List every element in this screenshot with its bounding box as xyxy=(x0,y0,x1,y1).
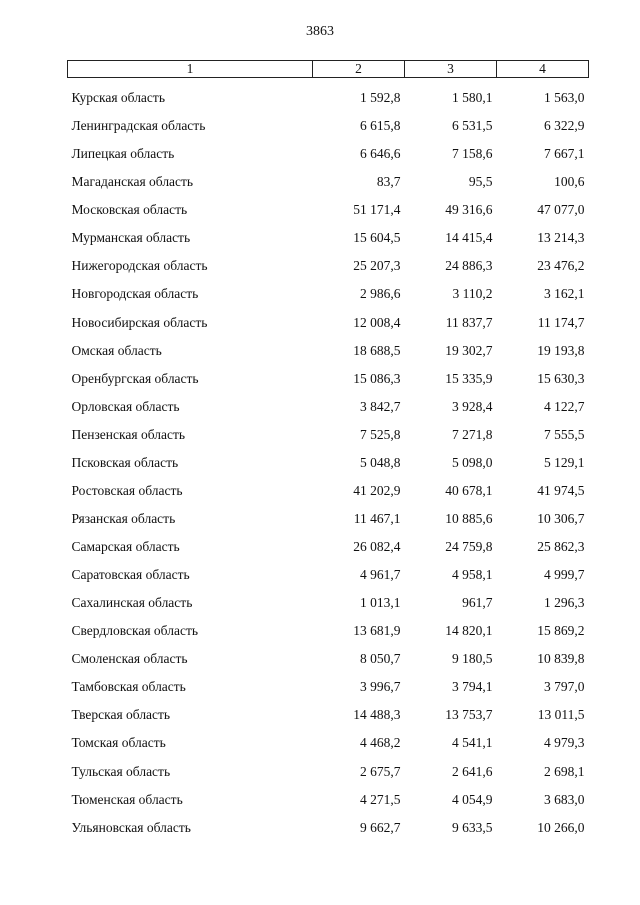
table-row xyxy=(68,196,589,224)
region-name-cell: Пензенская область xyxy=(71,426,185,442)
value-cell-col-3: 961,7 xyxy=(462,595,493,611)
table-row xyxy=(68,561,589,589)
value-cell-col-3: 19 302,7 xyxy=(445,342,493,358)
value-cell-col-3: 95,5 xyxy=(468,174,493,190)
value-cell-col-3: 5 098,0 xyxy=(452,454,493,470)
value-cell-col-2: 41 202,9 xyxy=(353,482,401,498)
table-row xyxy=(68,589,589,617)
region-name-cell: Оренбургская область xyxy=(71,370,199,386)
column-header-3: 3 xyxy=(405,61,497,78)
value-cell-col-3: 10 885,6 xyxy=(445,510,493,526)
region-name-cell: Тульская область xyxy=(71,763,171,779)
table-row xyxy=(68,309,589,337)
value-cell-col-3: 4 054,9 xyxy=(452,791,493,807)
value-cell-col-4: 1 563,0 xyxy=(544,90,585,106)
value-cell-col-4: 47 077,0 xyxy=(537,202,585,218)
region-name-cell: Мурманская область xyxy=(71,230,191,246)
table-row xyxy=(68,280,589,308)
region-name-cell: Тамбовская область xyxy=(71,679,186,695)
value-cell-col-2: 12 008,4 xyxy=(353,314,401,330)
value-cell-col-3: 13 753,7 xyxy=(445,707,493,723)
value-cell-col-2: 83,7 xyxy=(376,174,401,190)
region-name-cell: Ростовская область xyxy=(71,482,183,498)
page-number: 3863 xyxy=(306,24,334,39)
value-cell-col-4: 10 266,0 xyxy=(537,819,585,835)
region-name-cell: Псковская область xyxy=(71,454,179,470)
table-row xyxy=(68,224,589,252)
value-cell-col-2: 4 468,2 xyxy=(360,735,401,751)
value-cell-col-2: 18 688,5 xyxy=(353,342,401,358)
value-cell-col-4: 19 193,8 xyxy=(537,342,585,358)
region-name-cell: Нижегородская область xyxy=(71,258,208,274)
value-cell-col-4: 7 555,5 xyxy=(544,426,585,442)
value-cell-col-4: 15 869,2 xyxy=(537,623,585,639)
value-cell-col-2: 15 086,3 xyxy=(353,370,401,386)
table-row xyxy=(68,393,589,421)
value-cell-col-3: 9 633,5 xyxy=(452,819,493,835)
data-table xyxy=(67,60,589,842)
region-name-cell: Свердловская область xyxy=(71,623,198,639)
region-name-cell: Тюменская область xyxy=(71,791,183,807)
value-cell-col-3: 3 794,1 xyxy=(452,679,493,695)
table-row xyxy=(68,701,589,729)
value-cell-col-4: 23 476,2 xyxy=(537,258,585,274)
region-name-cell: Смоленская область xyxy=(71,651,188,667)
value-cell-col-4: 6 322,9 xyxy=(544,118,585,134)
region-name-cell: Новгородская область xyxy=(71,286,199,302)
value-cell-col-2: 2 675,7 xyxy=(360,763,401,779)
column-header-4: 4 xyxy=(497,61,589,78)
value-cell-col-3: 7 158,6 xyxy=(452,146,493,162)
value-cell-col-2: 9 662,7 xyxy=(360,819,401,835)
table-row xyxy=(68,140,589,168)
value-cell-col-3: 9 180,5 xyxy=(452,651,493,667)
value-cell-col-4: 15 630,3 xyxy=(537,370,585,386)
table-row xyxy=(68,758,589,786)
value-cell-col-2: 13 681,9 xyxy=(353,623,401,639)
value-cell-col-2: 2 986,6 xyxy=(360,286,401,302)
table-row xyxy=(68,337,589,365)
value-cell-col-2: 6 646,6 xyxy=(360,146,401,162)
table-row xyxy=(68,78,589,113)
region-name-cell: Рязанская область xyxy=(71,510,176,526)
value-cell-col-3: 11 837,7 xyxy=(445,314,493,330)
value-cell-col-4: 41 974,5 xyxy=(537,482,585,498)
value-cell-col-3: 3 928,4 xyxy=(452,398,493,414)
value-cell-col-2: 25 207,3 xyxy=(353,258,401,274)
value-cell-col-2: 11 467,1 xyxy=(353,510,401,526)
data-table-container xyxy=(67,60,588,842)
table-row xyxy=(68,729,589,757)
region-name-cell: Ленинградская область xyxy=(71,118,206,134)
value-cell-col-2: 4 961,7 xyxy=(360,567,401,583)
value-cell-col-2: 4 271,5 xyxy=(360,791,401,807)
region-name-cell: Омская область xyxy=(71,342,162,358)
table-row xyxy=(68,449,589,477)
region-name-cell: Курская область xyxy=(71,90,165,106)
table-row xyxy=(68,645,589,673)
value-cell-col-2: 51 171,4 xyxy=(353,202,401,218)
value-cell-col-4: 4 979,3 xyxy=(544,735,585,751)
value-cell-col-3: 14 415,4 xyxy=(445,230,493,246)
table-row xyxy=(68,477,589,505)
value-cell-col-4: 10 839,8 xyxy=(537,651,585,667)
value-cell-col-3: 1 580,1 xyxy=(452,90,493,106)
value-cell-col-4: 4 999,7 xyxy=(544,567,585,583)
value-cell-col-3: 49 316,6 xyxy=(445,202,493,218)
table-row xyxy=(68,112,589,140)
value-cell-col-3: 3 110,2 xyxy=(452,286,493,302)
table-body xyxy=(68,78,589,842)
value-cell-col-4: 100,6 xyxy=(554,174,585,190)
header-row xyxy=(68,61,589,78)
value-cell-col-2: 5 048,8 xyxy=(360,454,401,470)
value-cell-col-3: 4 541,1 xyxy=(452,735,493,751)
value-cell-col-2: 3 842,7 xyxy=(360,398,401,414)
value-cell-col-4: 11 174,7 xyxy=(537,314,585,330)
value-cell-col-3: 24 886,3 xyxy=(445,258,493,274)
table-row xyxy=(68,814,589,842)
value-cell-col-2: 1 013,1 xyxy=(360,595,401,611)
region-name-cell: Новосибирская область xyxy=(71,314,208,330)
value-cell-col-2: 26 082,4 xyxy=(353,539,401,555)
region-name-cell: Московская область xyxy=(71,202,188,218)
value-cell-col-2: 1 592,8 xyxy=(360,90,401,106)
value-cell-col-4: 3 797,0 xyxy=(544,679,585,695)
table-row xyxy=(68,673,589,701)
value-cell-col-4: 7 667,1 xyxy=(544,146,585,162)
value-cell-col-3: 2 641,6 xyxy=(452,763,493,779)
table-row xyxy=(68,365,589,393)
table-header xyxy=(68,61,589,78)
column-header-2: 2 xyxy=(313,61,405,78)
value-cell-col-3: 40 678,1 xyxy=(445,482,493,498)
value-cell-col-4: 13 011,5 xyxy=(537,707,585,723)
value-cell-col-2: 6 615,8 xyxy=(360,118,401,134)
table-row xyxy=(68,168,589,196)
table-row xyxy=(68,533,589,561)
value-cell-col-4: 2 698,1 xyxy=(544,763,585,779)
value-cell-col-3: 14 820,1 xyxy=(445,623,493,639)
value-cell-col-3: 4 958,1 xyxy=(452,567,493,583)
table-row xyxy=(68,252,589,280)
value-cell-col-4: 3 683,0 xyxy=(544,791,585,807)
value-cell-col-2: 15 604,5 xyxy=(353,230,401,246)
value-cell-col-4: 25 862,3 xyxy=(537,539,585,555)
region-name-cell: Липецкая область xyxy=(71,146,175,162)
value-cell-col-4: 13 214,3 xyxy=(537,230,585,246)
region-name-cell: Орловская область xyxy=(71,398,180,414)
value-cell-col-4: 1 296,3 xyxy=(544,595,585,611)
region-name-cell: Саратовская область xyxy=(71,567,190,583)
region-name-cell: Томская область xyxy=(71,735,166,751)
region-name-cell: Сахалинская область xyxy=(71,595,193,611)
value-cell-col-2: 14 488,3 xyxy=(353,707,401,723)
value-cell-col-2: 3 996,7 xyxy=(360,679,401,695)
table-row xyxy=(68,786,589,814)
value-cell-col-4: 4 122,7 xyxy=(544,398,585,414)
column-header-1: 1 xyxy=(68,61,313,78)
value-cell-col-3: 24 759,8 xyxy=(445,539,493,555)
region-name-cell: Тверская область xyxy=(71,707,171,723)
table-row xyxy=(68,421,589,449)
value-cell-col-4: 10 306,7 xyxy=(537,510,585,526)
region-name-cell: Ульяновская область xyxy=(71,819,191,835)
value-cell-col-3: 7 271,8 xyxy=(452,426,493,442)
value-cell-col-4: 3 162,1 xyxy=(544,286,585,302)
value-cell-col-2: 8 050,7 xyxy=(360,651,401,667)
table-row xyxy=(68,617,589,645)
value-cell-col-4: 5 129,1 xyxy=(544,454,585,470)
table-row xyxy=(68,505,589,533)
value-cell-col-3: 15 335,9 xyxy=(445,370,493,386)
region-name-cell: Магаданская область xyxy=(71,174,194,190)
value-cell-col-3: 6 531,5 xyxy=(452,118,493,134)
region-name-cell: Самарская область xyxy=(71,539,180,555)
value-cell-col-2: 7 525,8 xyxy=(360,426,401,442)
